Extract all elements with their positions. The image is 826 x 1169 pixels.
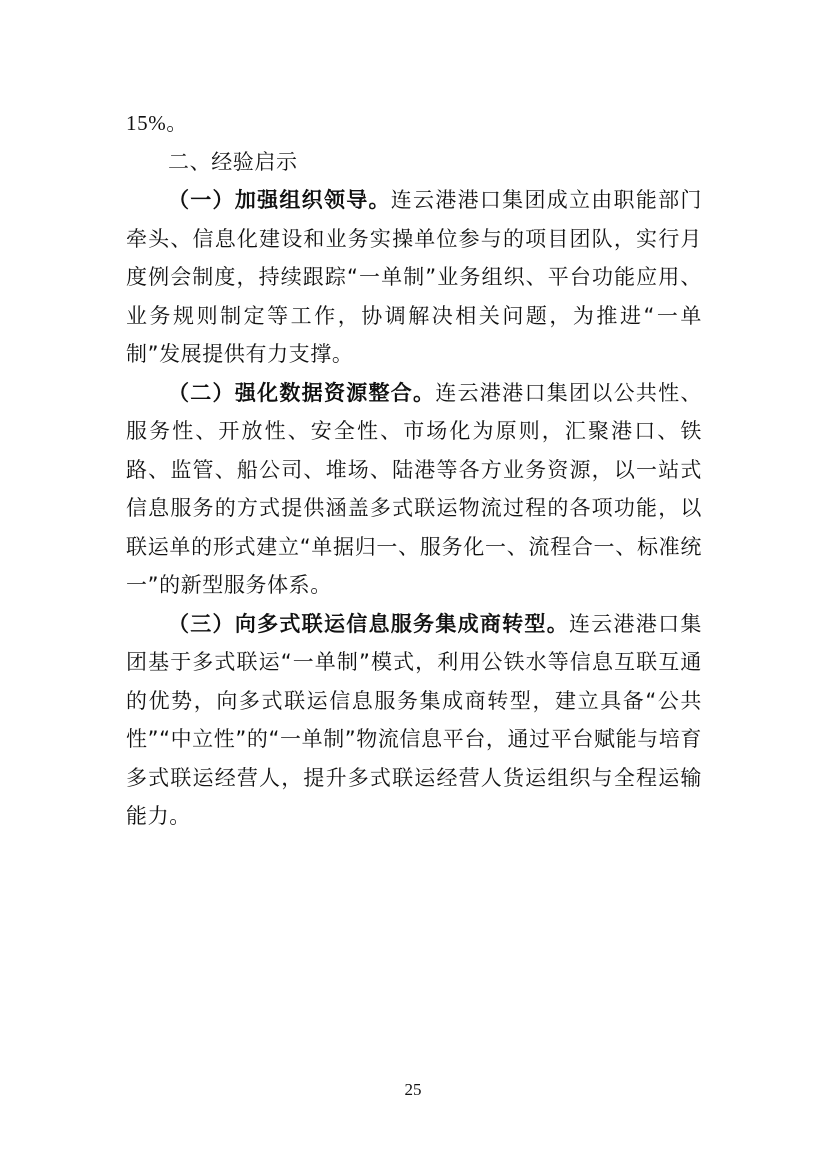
continuation-text: 15%。 (126, 111, 188, 135)
paragraph-lead: （三）向多式联运信息服务集成商转型。 (168, 611, 569, 636)
paragraph-body: 连云港港口集团基于多式联运“一单制”模式，利用公铁水等信息互联互通的优势，向多式联运信息服务集成商转型，建立具备“公共性”“中立性”的“一单制”物流信息平台，通过平台赋能与培育多式联运经营人，提升多式联运经营人货运组织与全程运输能力。 (126, 611, 702, 828)
paragraph-data-integration (126, 374, 702, 605)
page-number: 25 (404, 1080, 422, 1099)
paragraph-service-integrator (126, 605, 702, 836)
paragraph-body: 连云港港口集团成立由职能部门牵头、信息化建设和业务实操单位参与的项目团队，实行月度例会制度，持续跟踪“一单制”业务组织、平台功能应用、业务规则制定等工作，协调解决相关问题，为推进“一单制”发展提供有力支撑。 (126, 188, 702, 366)
paragraph-body: 连云港港口集团以公共性、服务性、开放性、安全性、市场化为原则，汇聚港口、铁路、监管、船公司、堆场、陆港等各方业务资源，以一站式信息服务的方式提供涵盖多式联运物流过程的各项功能，以联运单的形式建立“单据归一、服务化一、流程合一、标准统一”的新型服务体系。 (126, 380, 703, 597)
section-heading: 二、经验启示 (168, 149, 298, 174)
paragraph-lead: （二）强化数据资源整合。 (168, 380, 436, 405)
paragraph-lead: （一）加强组织领导。 (168, 188, 391, 212)
document-body (126, 104, 702, 836)
paragraph-organization-leadership (126, 181, 702, 374)
